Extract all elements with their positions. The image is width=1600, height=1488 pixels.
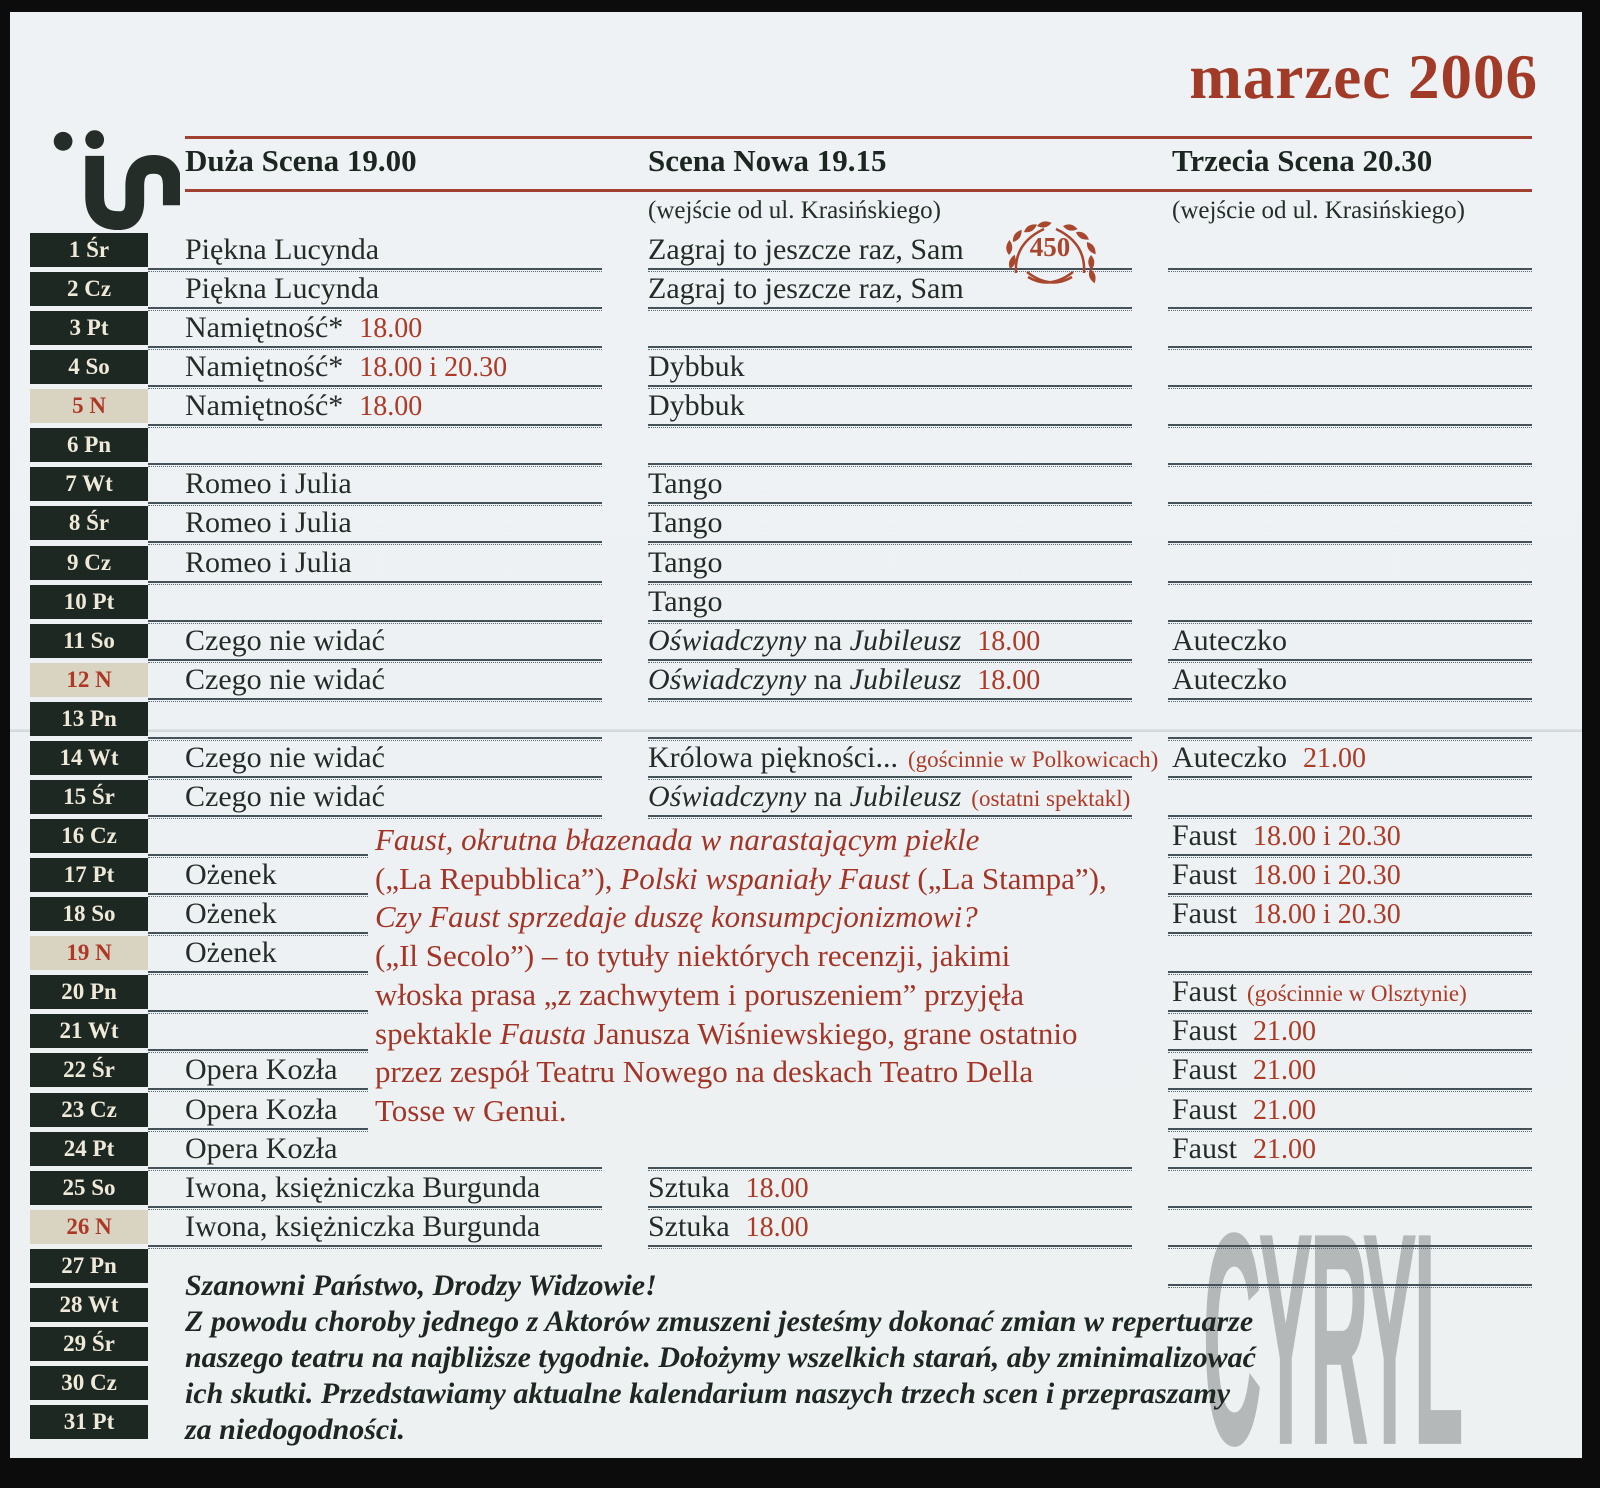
- show-scena-nowa: [648, 506, 723, 542]
- text-segment: Jubileusz: [849, 780, 962, 813]
- show-trzecia-scena: [1172, 975, 1467, 1011]
- rule-col3: [1168, 581, 1532, 585]
- text-segment: Czy Faust sprzedaje duszę konsumpcjonizmowi?: [375, 899, 978, 935]
- text-segment: Dybbuk: [648, 389, 745, 422]
- show-duza-scena: [185, 506, 352, 542]
- show-scena-nowa: [648, 350, 745, 386]
- show-duza-scena: [185, 741, 385, 777]
- day-label-8-śr: 8 Śr: [30, 506, 148, 540]
- show-scena-nowa: [648, 624, 1040, 660]
- show-duza-scena: [185, 233, 379, 269]
- show-scena-nowa: [648, 546, 723, 582]
- text-segment: Czego nie widać: [185, 780, 385, 813]
- text-segment: (gościnnie w Polkowicach): [907, 747, 1159, 772]
- text-segment: 18.00: [359, 391, 423, 422]
- day-label-21-wt: 21 Wt: [30, 1014, 148, 1048]
- show-scena-nowa: [648, 233, 964, 269]
- text-segment: 18.00: [977, 665, 1041, 696]
- text-segment: Faust: [1172, 975, 1238, 1008]
- show-duza-scena: [185, 1210, 540, 1246]
- day-label-31-pt: 31 Pt: [30, 1405, 148, 1439]
- text-segment: Czego nie widać: [185, 741, 385, 774]
- text-segment: Sztuka: [648, 1210, 730, 1243]
- text-segment: Auteczko: [1172, 741, 1287, 774]
- show-scena-nowa: [648, 741, 1158, 777]
- show-duza-scena: [185, 1171, 540, 1207]
- show-scena-nowa: [648, 272, 964, 308]
- text-segment: Fausta: [499, 1015, 586, 1051]
- director-notice: [185, 1268, 1545, 1448]
- text-segment: Jubileusz: [849, 624, 962, 657]
- text-segment: spektakle: [375, 1015, 500, 1051]
- day-label-7-wt: 7 Wt: [30, 467, 148, 501]
- text-segment: Auteczko: [1172, 624, 1287, 657]
- show-duza-scena: [185, 272, 379, 308]
- text-segment: 21.00: [1302, 743, 1366, 774]
- day-label-9-cz: 9 Cz: [30, 546, 148, 580]
- text-segment: Tango: [648, 546, 723, 579]
- day-label-2-cz: 2 Cz: [30, 272, 148, 306]
- text-segment: Królowa piękności...: [648, 741, 898, 774]
- show-duza-scena: [185, 1093, 337, 1129]
- show-scena-nowa: [648, 389, 745, 425]
- rule-col1-short: [148, 1010, 368, 1014]
- header-rule-bottom: [185, 189, 1532, 192]
- day-label-23-cz: 23 Cz: [30, 1093, 148, 1127]
- text-segment: Auteczko: [1172, 663, 1287, 696]
- header-rule-top: [185, 136, 1532, 139]
- show-scena-nowa: [648, 467, 723, 503]
- text-segment: 18.00: [745, 1173, 809, 1204]
- show-duza-scena: [185, 858, 277, 894]
- text-segment: („Il Secolo”) – to tytuły niektórych recenzji, jakimi: [375, 938, 1011, 974]
- text-segment: włoska prasa „z zachwytem i poruszeniem” przyjęła: [375, 976, 1024, 1012]
- rule-col3: [1168, 346, 1532, 350]
- text-segment: Tango: [648, 467, 723, 500]
- show-duza-scena: [185, 311, 422, 347]
- show-scena-nowa: [648, 1210, 809, 1246]
- text-segment: Oświadczyny: [648, 663, 807, 696]
- column-header-trzecia-scena: Trzecia Scena 20.30: [1172, 143, 1433, 178]
- day-label-22-śr: 22 Śr: [30, 1053, 148, 1087]
- show-duza-scena: [185, 1132, 337, 1168]
- day-label-24-pt: 24 Pt: [30, 1132, 148, 1166]
- text-segment: (gościnnie w Olsztynie): [1247, 981, 1467, 1006]
- day-label-26-n: 26 N: [30, 1210, 148, 1244]
- paper-fold-crease: [10, 729, 1582, 732]
- show-trzecia-scena: [1172, 741, 1366, 777]
- text-segment: Faust, okrutna błazenada w narastającym piekle: [375, 822, 980, 857]
- day-label-11-so: 11 So: [30, 624, 148, 658]
- day-label-15-śr: 15 Śr: [30, 780, 148, 814]
- show-trzecia-scena: [1172, 663, 1287, 699]
- text-segment: Iwona, księżniczka Burgunda: [185, 1171, 541, 1204]
- show-duza-scena: [185, 897, 277, 933]
- rule-col3: [1168, 424, 1532, 428]
- show-scena-nowa: [648, 585, 723, 621]
- text-segment: Jubileusz: [849, 663, 962, 696]
- text-segment: Faust: [1172, 897, 1238, 930]
- text-segment: 18.00: [745, 1212, 809, 1243]
- text-segment: Namiętność*: [185, 311, 344, 344]
- text-segment: Ożenek: [185, 858, 277, 891]
- text-segment: Czego nie widać: [185, 624, 385, 657]
- laurel-450-badge: [1000, 215, 1100, 294]
- day-label-3-pt: 3 Pt: [30, 311, 148, 345]
- text-segment: Romeo i Julia: [185, 467, 352, 500]
- text-segment: 18.00: [359, 313, 423, 344]
- show-duza-scena: [185, 546, 352, 582]
- text-segment: Ożenek: [185, 897, 277, 930]
- show-trzecia-scena: [1172, 858, 1401, 894]
- text-segment: Janusza Wiśniewskiego, grane ostatnio: [585, 1015, 1078, 1051]
- rule-col3: [1168, 463, 1532, 467]
- text-segment: 21.00: [1253, 1095, 1317, 1126]
- show-trzecia-scena: [1172, 1053, 1316, 1089]
- show-scena-nowa: [648, 780, 1130, 816]
- text-segment: Polski wspaniały Faust: [620, 860, 910, 896]
- faust-note-line: [375, 976, 1165, 1015]
- show-scena-nowa: [648, 663, 1040, 699]
- rule-col3: [1168, 1206, 1532, 1210]
- text-segment: Namiętność*: [185, 389, 344, 422]
- rule-col3: [1168, 307, 1532, 311]
- day-label-5-n: 5 N: [30, 389, 148, 423]
- day-label-19-n: 19 N: [30, 936, 148, 970]
- rule-col3: [1168, 541, 1532, 545]
- text-segment: 18.00 i 20.30: [1253, 899, 1401, 930]
- rule-col3: [1168, 1245, 1532, 1249]
- text-segment: na: [806, 624, 850, 657]
- day-label-28-wt: 28 Wt: [30, 1288, 148, 1322]
- text-segment: Sztuka: [648, 1171, 730, 1204]
- text-segment: Opera Kozła: [185, 1053, 338, 1086]
- rule-col3: [1168, 385, 1532, 389]
- faust-note-line: [375, 860, 1165, 899]
- text-segment: 18.00: [977, 626, 1041, 657]
- text-segment: Faust: [1172, 819, 1238, 852]
- text-segment: Ożenek: [185, 936, 277, 969]
- text-segment: Faust: [1172, 858, 1238, 891]
- show-trzecia-scena: [1172, 1093, 1316, 1129]
- text-segment: na: [806, 663, 850, 696]
- rule-col3: [1168, 502, 1532, 506]
- column-sub-trzecia-scena: (wejście od ul. Krasińskiego): [1172, 197, 1465, 224]
- text-segment: („La Stampa”),: [909, 860, 1107, 896]
- watermark-text: CYRYL: [1202, 1169, 1460, 1488]
- day-label-10-pt: 10 Pt: [30, 585, 148, 619]
- day-label-18-so: 18 So: [30, 897, 148, 931]
- show-duza-scena: [185, 780, 385, 816]
- show-duza-scena: [185, 936, 277, 972]
- text-segment: Czego nie widać: [185, 663, 385, 696]
- show-trzecia-scena: [1172, 819, 1401, 855]
- text-segment: Opera Kozła: [185, 1132, 338, 1165]
- text-segment: Opera Kozła: [185, 1093, 338, 1126]
- text-segment: Tosse w Genui.: [375, 1092, 567, 1128]
- text-segment: Zagraj to jeszcze raz, Sam: [648, 233, 964, 266]
- show-duza-scena: [185, 1053, 337, 1089]
- rule-col3: [1168, 268, 1532, 272]
- day-label-16-cz: 16 Cz: [30, 819, 148, 853]
- text-segment: („La Repubblica”),: [375, 860, 621, 896]
- faust-note-line: [375, 898, 1165, 937]
- column-header-scena-nowa: Scena Nowa 19.15: [648, 143, 887, 178]
- day-label-12-n: 12 N: [30, 663, 148, 697]
- notice-line: Z powodu choroby jednego z Aktorów zmuszeni jesteśmy dokonać zmian w repertuarze: [185, 1305, 1254, 1338]
- text-segment: Piękna Lucynda: [185, 272, 380, 305]
- column-sub-scena-nowa: (wejście od ul. Krasińskiego): [648, 197, 941, 224]
- faust-note-line: [375, 821, 1165, 860]
- text-segment: Oświadczyny: [648, 780, 807, 813]
- badge-number: 450: [1029, 232, 1071, 262]
- day-label-1-śr: 1 Śr: [30, 233, 148, 267]
- text-segment: Faust: [1172, 1093, 1238, 1126]
- faust-press-note: [375, 821, 1165, 1131]
- show-trzecia-scena: [1172, 624, 1287, 660]
- text-segment: przez zespół Teatru Nowego na deskach Teatro Della: [375, 1054, 1034, 1090]
- text-segment: Zagraj to jeszcze raz, Sam: [648, 272, 964, 305]
- text-segment: Dybbuk: [648, 350, 745, 383]
- text-segment: Tango: [648, 585, 723, 618]
- text-segment: (ostatni spektakl): [971, 786, 1131, 811]
- text-segment: 18.00 i 20.30: [359, 352, 508, 383]
- day-label-20-pn: 20 Pn: [30, 975, 148, 1009]
- notice-line: naszego teatru na najbliższe tygodnie. Dołożymy wszelkich starań, aby zminimalizować: [185, 1341, 1256, 1374]
- day-label-27-pn: 27 Pn: [30, 1249, 148, 1283]
- day-label-13-pn: 13 Pn: [30, 702, 148, 736]
- show-duza-scena: [185, 350, 507, 386]
- show-duza-scena: [185, 624, 385, 660]
- show-duza-scena: [185, 663, 385, 699]
- notice-line: Szanowni Państwo, Drodzy Widzowie!: [185, 1269, 657, 1302]
- day-label-29-śr: 29 Śr: [30, 1327, 148, 1361]
- page-title-month: marzec 2006: [1189, 42, 1538, 112]
- text-segment: Piękna Lucynda: [185, 233, 380, 266]
- day-label-4-so: 4 So: [30, 350, 148, 384]
- column-header-duza-scena: Duża Scena 19.00: [185, 143, 417, 178]
- text-segment: Faust: [1172, 1014, 1238, 1047]
- day-label-6-pn: 6 Pn: [30, 428, 148, 462]
- text-segment: na: [806, 780, 850, 813]
- text-segment: Iwona, księżniczka Burgunda: [185, 1210, 541, 1243]
- text-segment: 21.00: [1253, 1134, 1317, 1165]
- text-segment: Oświadczyny: [648, 624, 807, 657]
- text-segment: 21.00: [1253, 1016, 1317, 1047]
- notice-line: ich skutki. Przedstawiamy aktualne kalendarium naszych trzech scen i przepraszamy: [185, 1377, 1231, 1410]
- show-trzecia-scena: [1172, 897, 1401, 933]
- show-scena-nowa: [648, 1171, 809, 1207]
- text-segment: Romeo i Julia: [185, 506, 352, 539]
- notice-line: za niedogodności.: [185, 1413, 406, 1446]
- show-trzecia-scena: [1172, 1014, 1316, 1050]
- show-duza-scena: [185, 467, 352, 503]
- faust-note-line: [375, 1053, 1165, 1092]
- faust-note-line: [375, 1015, 1165, 1054]
- text-segment: 18.00 i 20.30: [1253, 860, 1401, 891]
- text-segment: 18.00 i 20.30: [1253, 821, 1401, 852]
- day-label-25-so: 25 So: [30, 1171, 148, 1205]
- show-trzecia-scena: [1172, 1132, 1316, 1168]
- day-label-17-pt: 17 Pt: [30, 858, 148, 892]
- faust-note-line: [375, 937, 1165, 976]
- text-segment: Romeo i Julia: [185, 546, 352, 579]
- text-segment: Namiętność*: [185, 350, 344, 383]
- faust-note-line: [375, 1092, 1165, 1131]
- text-segment: Tango: [648, 506, 723, 539]
- show-duza-scena: [185, 389, 422, 425]
- text-segment: Faust: [1172, 1053, 1238, 1086]
- text-segment: Faust: [1172, 1132, 1238, 1165]
- day-label-14-wt: 14 Wt: [30, 741, 148, 775]
- day-label-30-cz: 30 Cz: [30, 1366, 148, 1400]
- text-segment: 21.00: [1253, 1055, 1317, 1086]
